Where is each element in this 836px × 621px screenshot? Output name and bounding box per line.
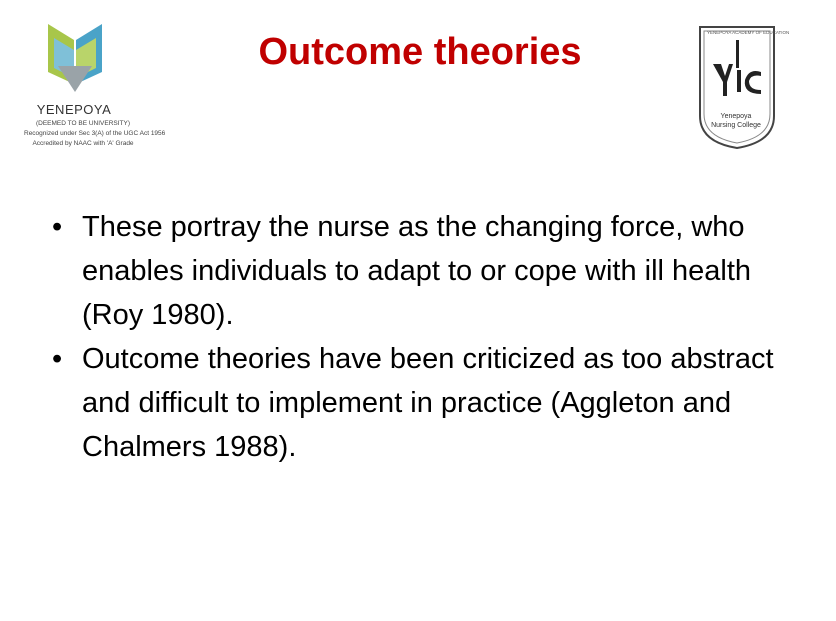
bullet-dot: • (52, 343, 63, 375)
slide-title: Outcome theories (258, 31, 582, 73)
bullet-item (52, 205, 802, 337)
logo-right-top-text: YENEPOYA ACADEMY OF EDUCATION (707, 30, 790, 35)
logo-right-caption-line2: Nursing College (711, 122, 761, 129)
university-crest-icon (44, 22, 106, 96)
nursing-college-crest-icon (697, 24, 790, 150)
logo-right-caption-line1: Yenepoya (720, 113, 752, 120)
nursing-college-logo (697, 24, 790, 150)
bullet-dot: • (52, 211, 63, 243)
bullet-item (52, 337, 802, 469)
logo-recognition: Recognized under Sec 3(A) of the UGC Act 1956 (24, 130, 166, 137)
logo-right-caption (703, 112, 769, 130)
bullet-text: Outcome theories have been criticized as too abstract and difficult to implement in practice (Aggleton and Chalmers 1988). (82, 343, 774, 463)
logo-accreditation: Accredited by NAAC with 'A' Grade (32, 140, 134, 147)
bullet-text: These portray the nurse as the changing force, who enables individuals to adapt to or cope with ill health (Roy 1980). (82, 211, 752, 331)
logo-name: YENEPOYA (36, 102, 112, 117)
bullet-list (52, 205, 802, 469)
yenepoya-university-logo (24, 22, 166, 157)
logo-subtitle: (DEEMED TO BE UNIVERSITY) (35, 120, 131, 127)
